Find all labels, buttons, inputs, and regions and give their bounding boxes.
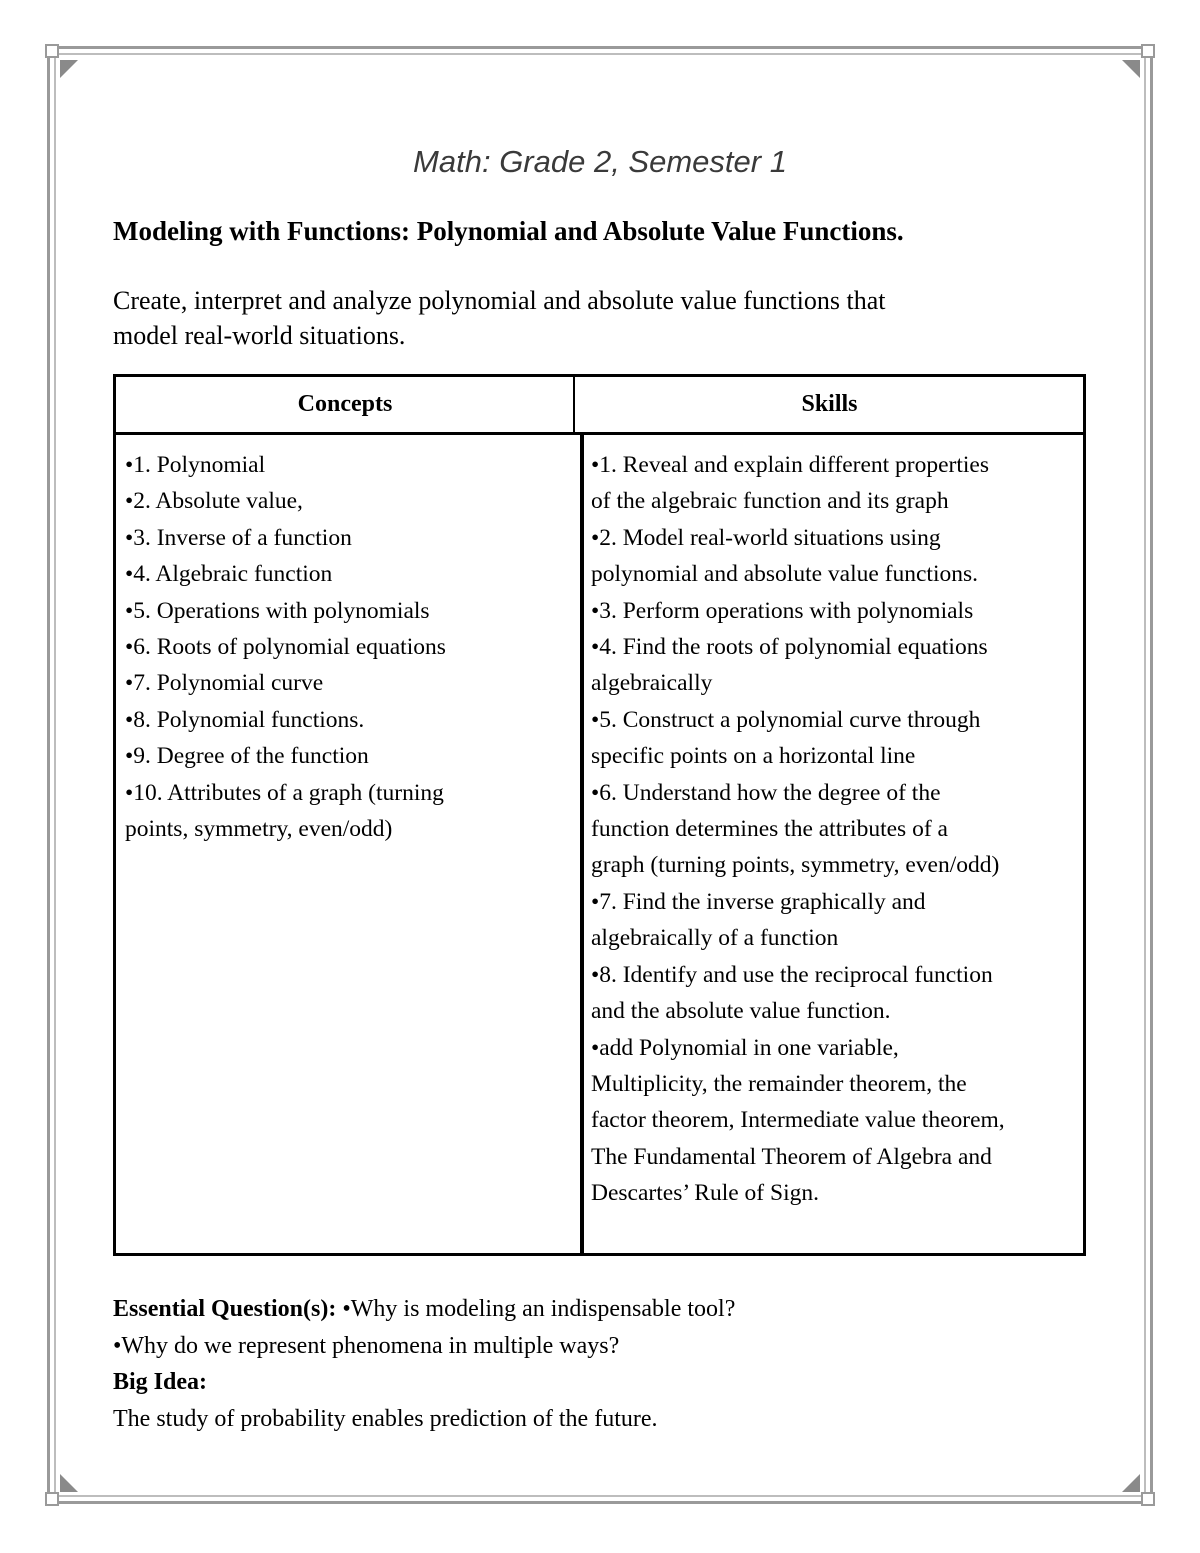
essential-question-1: •Why is modeling an indispensable tool? [336, 1296, 736, 1322]
concept-item-line: •5. Operations with polynomials [125, 597, 430, 624]
skill-item-line: The Fundamental Theorem of Algebra and [591, 1143, 992, 1170]
skill-item-line: •7. Find the inverse graphically and [591, 888, 926, 915]
skill-item-line: polynomial and absolute value functions. [591, 561, 979, 588]
corner-triangle-icon [1122, 1474, 1140, 1492]
skill-item-line: •8. Identify and use the reciprocal function [591, 961, 993, 988]
corner-triangle-icon [60, 60, 78, 78]
corner-square-icon [1141, 1492, 1155, 1506]
concept-item-line: •9. Degree of the function [125, 743, 369, 770]
corner-triangle-icon [60, 1474, 78, 1492]
skill-item-line: factor theorem, Intermediate value theorem, [591, 1107, 1005, 1134]
big-idea-label: Big Idea: [113, 1369, 208, 1395]
concept-item-line: •6. Roots of polynomial equations [125, 634, 446, 661]
essential-question-2: •Why do we represent phenomena in multiple ways? [113, 1332, 620, 1359]
skill-item-line: specific points on a horizontal line [591, 743, 916, 770]
skill-item-line: •1. Reveal and explain different properties [591, 452, 990, 478]
concept-item-line: •1. Polynomial [125, 452, 266, 478]
skills-list [591, 447, 1083, 1212]
skill-item-line: algebraically of a function [591, 925, 839, 952]
skill-item-line: •3. Perform operations with polynomials [591, 597, 974, 624]
table-header-row [116, 377, 1083, 435]
corner-square-icon [45, 1492, 59, 1506]
concepts-header: Concepts [297, 391, 393, 417]
unit-subtitle: Modeling with Functions: Polynomial and Absolute Value Functions. [113, 216, 904, 246]
concept-item-line: •3. Inverse of a function [125, 524, 352, 551]
concept-item-line: •8. Polynomial functions. [125, 706, 365, 733]
skill-item-line: •5. Construct a polynomial curve through [591, 706, 981, 733]
concept-item-line: •4. Algebraic function [125, 561, 333, 588]
big-idea-text: The study of probability enables prediction of the future. [113, 1405, 658, 1432]
column-divider [580, 434, 584, 1256]
skill-item-line: function determines the attributes of a [591, 816, 948, 843]
essential-question-label: Essential Question(s): [113, 1296, 337, 1322]
concept-item-line: •2. Absolute value, [125, 488, 303, 515]
concept-item-line: points, symmetry, even/odd) [125, 816, 393, 843]
concepts-skills-table [113, 374, 1086, 1256]
column-divider [573, 377, 575, 435]
essential-question-line [113, 1291, 1093, 1328]
unit-description [113, 283, 1073, 353]
skill-item-line: Multiplicity, the remainder theorem, the [591, 1070, 967, 1097]
footer-section [113, 1291, 1093, 1437]
corner-triangle-icon [1122, 60, 1140, 78]
skill-item-line: Descartes’ Rule of Sign. [591, 1180, 819, 1207]
corner-square-icon [45, 44, 59, 58]
skill-item-line: algebraically [591, 670, 713, 697]
concepts-list [125, 447, 575, 847]
unit-description-line: model real-world situations. [113, 321, 406, 350]
unit-description-line: Create, interpret and analyze polynomial and absolute value functions that [113, 286, 886, 315]
skill-item-line: •2. Model real-world situations using [591, 524, 941, 551]
skill-item-line: •6. Understand how the degree of the [591, 779, 941, 806]
skill-item-line: graph (turning points, symmetry, even/odd) [591, 852, 1000, 879]
skill-item-line: of the algebraic function and its graph [591, 488, 949, 515]
corner-square-icon [1141, 44, 1155, 58]
concept-item-line: •7. Polynomial curve [125, 670, 324, 697]
concept-item-line: •10. Attributes of a graph (turning [125, 779, 444, 806]
skill-item-line: •add Polynomial in one variable, [591, 1034, 899, 1061]
skills-header: Skills [801, 391, 858, 417]
skill-item-line: •4. Find the roots of polynomial equations [591, 634, 988, 661]
skill-item-line: and the absolute value function. [591, 998, 891, 1025]
page-title: Math: Grade 2, Semester 1 [413, 144, 787, 179]
